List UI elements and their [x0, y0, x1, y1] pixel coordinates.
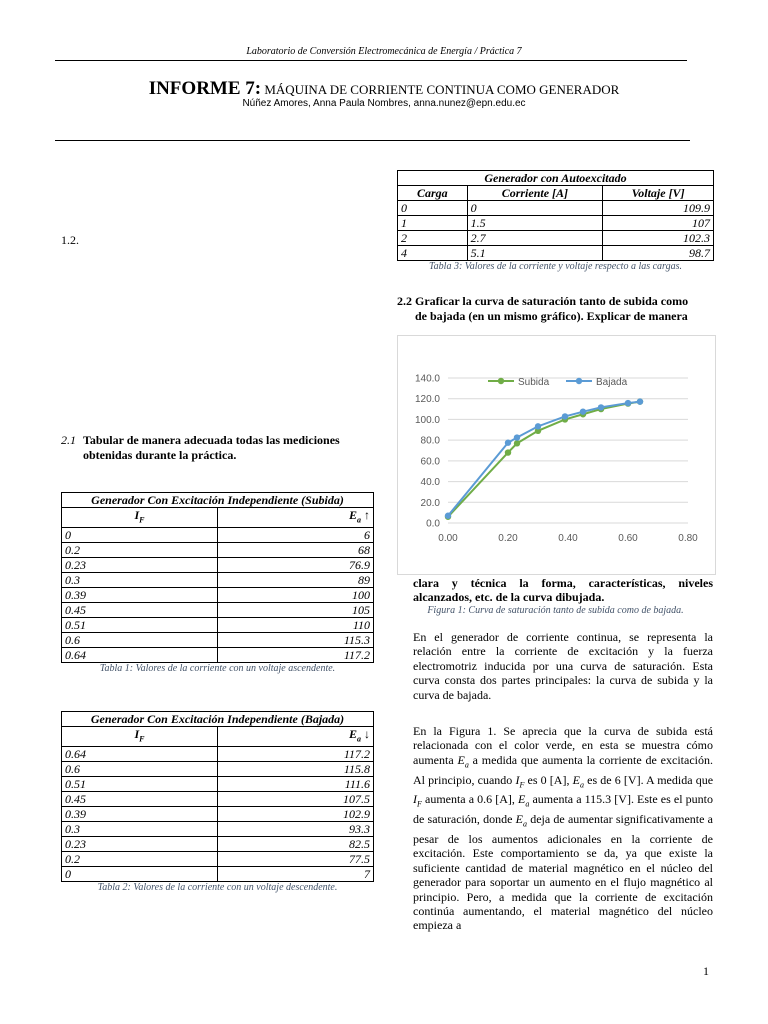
paragraph-2: En la Figura 1. Se aprecia que la curva de subida está relacionada con el color verde, en esta se muestra cómo aumenta $E_a$ a medida que aumenta la corriente de excitación. Al principio, cuando $I_F$ es 0 [A], $E_a$ es de 6 [V]. A medida que $I_F$ aumenta a 0.6 [A], $E_a$ aumenta a 115.3 [V]. Este es el punto de saturación, donde $E_a$ deja de aumentar significativamente a pesar de los aumentos adicionales en la corriente de excitación. Este comportamiento se da, ya que existe la suficiente cantidad de material magnético en el núcleo del generador para soportar un aumento en el flujo magnético al principio. Pero, a medida que la corriente de excitación continúa aumentando, el material magnético del núcleo empieza a	[413, 724, 714, 933]
table3	[397, 170, 714, 261]
table2-block	[61, 711, 374, 893]
data-point-bajada	[514, 434, 520, 440]
table-row	[398, 201, 714, 216]
table-cell: 68	[218, 543, 374, 558]
table3-header-carga: Carga	[398, 186, 468, 201]
table1	[61, 492, 374, 663]
table-row	[398, 216, 714, 231]
data-point-bajada	[637, 398, 643, 404]
legend-marker	[576, 378, 582, 384]
table-cell: 110	[218, 618, 374, 633]
table-cell: 0.6	[62, 762, 218, 777]
table-cell: 89	[218, 573, 374, 588]
table-cell: 102.9	[218, 807, 374, 822]
figure-caption: Figura 1: Curva de saturación tanto de subida como de bajada.	[427, 605, 684, 616]
page-number: 1	[703, 964, 709, 978]
symbol-ea: $E_a$	[457, 752, 469, 770]
table3-header-voltaje: Voltaje [V]	[603, 186, 714, 201]
table-row	[398, 246, 714, 261]
table-cell: 2	[398, 231, 468, 246]
y-tick-label: 20.0	[420, 497, 440, 509]
table-cell: 102.3	[603, 231, 714, 246]
symbol-ea: $E_a$	[572, 772, 584, 789]
legend-marker	[498, 378, 504, 384]
y-tick-label: 80.0	[420, 435, 440, 447]
table-cell: 7	[218, 867, 374, 882]
table-cell: 76.9	[218, 558, 374, 573]
table1-col1: $I_F$	[62, 508, 218, 528]
series-line-bajada	[448, 402, 640, 516]
heading-line2: de bajada (en un mismo gráfico). Explicar de manera	[415, 309, 688, 323]
section-2-1-heading	[61, 433, 374, 463]
chart-svg	[398, 336, 715, 574]
legend-label: Bajada	[596, 377, 628, 388]
section-2-2-heading	[397, 294, 714, 324]
table-cell: 115.3	[218, 633, 374, 648]
table2-col2: $E_a$ ↓	[218, 727, 374, 747]
header-rule	[55, 60, 687, 61]
table1-caption: Tabla 1: Valores de la corriente con un voltaje ascendente.	[99, 663, 336, 675]
report-title	[0, 78, 768, 100]
data-point-bajada	[445, 513, 451, 519]
title-rest: MÁQUINA DE CORRIENTE CONTINUA COMO GENERADOR	[261, 82, 620, 97]
table-cell: 0.39	[62, 588, 218, 603]
table-row	[62, 867, 374, 882]
table-cell: 0.64	[62, 648, 218, 663]
data-point-subida	[505, 449, 511, 455]
table3-title: Generador con Autoexcitado	[398, 171, 714, 186]
heading-line1: Tabular de manera adecuada todas las mediciones	[83, 433, 340, 447]
section-1-2: 1.2.	[61, 233, 79, 247]
table-row	[62, 807, 374, 822]
y-tick-label: 120.0	[414, 394, 440, 406]
table3-caption: Tabla 3: Valores de la corriente y voltaje respecto a las cargas.	[429, 261, 682, 272]
table-cell: 115.8	[218, 762, 374, 777]
table2	[61, 711, 374, 882]
table-cell: 0	[62, 867, 218, 882]
x-tick-label: 0.00	[438, 533, 458, 544]
table-row	[398, 231, 714, 246]
table-cell: 107.5	[218, 792, 374, 807]
data-point-bajada	[625, 400, 631, 406]
symbol-ea: $E_a$	[515, 812, 527, 829]
y-tick-label: 100.0	[414, 414, 440, 426]
table-row	[62, 777, 374, 792]
table-row	[62, 618, 374, 633]
table-row	[62, 558, 374, 573]
table1-title: Generador Con Excitación Independiente (Subida)	[62, 493, 374, 508]
data-point-bajada	[580, 408, 586, 414]
table-row	[62, 822, 374, 837]
table-cell: 0	[62, 528, 218, 543]
table-cell: 0.3	[62, 822, 218, 837]
heading-line1: 2.2 Graficar la curva de saturación tanto de subida como	[397, 294, 689, 308]
table-cell: 107	[603, 216, 714, 231]
data-point-bajada	[535, 423, 541, 429]
table-cell: 4	[398, 246, 468, 261]
symbol-if: $I_F$	[515, 772, 525, 789]
table-cell: 0	[398, 201, 468, 216]
table-cell: 0.51	[62, 777, 218, 792]
table-cell: 0.3	[62, 573, 218, 588]
data-point-bajada	[562, 413, 568, 419]
symbol-ea: $E_a$	[518, 792, 530, 809]
table-cell: 0.23	[62, 837, 218, 852]
table-row	[62, 543, 374, 558]
table-cell: 0.45	[62, 792, 218, 807]
table1-col2: $E_a$ ↑	[218, 508, 374, 528]
table-cell: 100	[218, 588, 374, 603]
table-cell: 117.2	[218, 648, 374, 663]
table2-col1: $I_F$	[62, 727, 218, 747]
table3-block	[397, 170, 714, 272]
data-point-bajada	[505, 440, 511, 446]
data-point-subida	[514, 440, 520, 446]
table1-block	[61, 492, 374, 674]
table-row	[62, 528, 374, 543]
x-tick-label: 0.40	[558, 533, 578, 544]
table-row	[62, 573, 374, 588]
series-line-subida	[448, 402, 640, 517]
table-cell: 82.5	[218, 837, 374, 852]
y-tick-label: 60.0	[420, 456, 440, 468]
table-row	[62, 837, 374, 852]
table-row	[62, 588, 374, 603]
table-cell: 2.7	[467, 231, 603, 246]
saturation-chart	[397, 335, 716, 575]
title-prefix: INFORME 7:	[148, 78, 262, 99]
table-cell: 0.23	[62, 558, 218, 573]
x-tick-label: 0.80	[678, 533, 698, 544]
table-row	[62, 762, 374, 777]
table-cell: 0	[467, 201, 603, 216]
section-2-2-continuation: clara y técnica la forma, características, niveles alcanzados, etc. de la curva dibujada.	[413, 576, 713, 604]
y-tick-label: 40.0	[420, 477, 440, 489]
x-tick-label: 0.60	[618, 533, 638, 544]
table-cell: 117.2	[218, 747, 374, 762]
table-cell: 0.45	[62, 603, 218, 618]
table-cell: 111.6	[218, 777, 374, 792]
table2-caption: Tabla 2: Valores de la corriente con un voltaje descendente.	[97, 882, 338, 894]
running-header: Laboratorio de Conversión Electromecánica de Energía / Práctica 7	[246, 46, 522, 57]
table-cell: 98.7	[603, 246, 714, 261]
table-cell: 77.5	[218, 852, 374, 867]
table-row	[62, 852, 374, 867]
table-cell: 6	[218, 528, 374, 543]
table-cell: 5.1	[467, 246, 603, 261]
table-cell: 1	[398, 216, 468, 231]
table3-header-corriente: Corriente [A]	[467, 186, 603, 201]
table-cell: 0.6	[62, 633, 218, 648]
table-cell: 0.39	[62, 807, 218, 822]
table-row	[62, 648, 374, 663]
section-number: 2.1	[61, 433, 76, 447]
table-cell: 0.2	[62, 852, 218, 867]
paragraph-1: En el generador de corriente continua, se representa la relación entre la corriente de excitación y la fuerza electromotriz inducida por una curva de saturación. Esta curva consta dos partes principales: la curva de subida y la curva de bajada.	[413, 630, 713, 702]
table-row	[62, 792, 374, 807]
authors: Núñez Amores, Anna Paula Nombres, anna.nunez@epn.edu.ec	[242, 98, 526, 109]
table-cell: 105	[218, 603, 374, 618]
table-cell: 0.51	[62, 618, 218, 633]
table-cell: 0.2	[62, 543, 218, 558]
data-point-bajada	[598, 404, 604, 410]
symbol-if: $I_F$	[413, 792, 422, 809]
x-tick-label: 0.20	[498, 533, 518, 544]
table-cell: 0.64	[62, 747, 218, 762]
table-cell: 109.9	[603, 201, 714, 216]
table-row	[62, 747, 374, 762]
table-row	[62, 603, 374, 618]
y-tick-label: 0.0	[426, 518, 440, 530]
legend-label: Subida	[518, 377, 550, 388]
table-row	[62, 633, 374, 648]
table-cell: 1.5	[467, 216, 603, 231]
y-tick-label: 140.0	[414, 373, 440, 385]
title-rule	[55, 140, 690, 141]
heading-line2: obtenidas durante la práctica.	[83, 448, 237, 462]
table2-title: Generador Con Excitación Independiente (Bajada)	[62, 712, 374, 727]
table-cell: 93.3	[218, 822, 374, 837]
